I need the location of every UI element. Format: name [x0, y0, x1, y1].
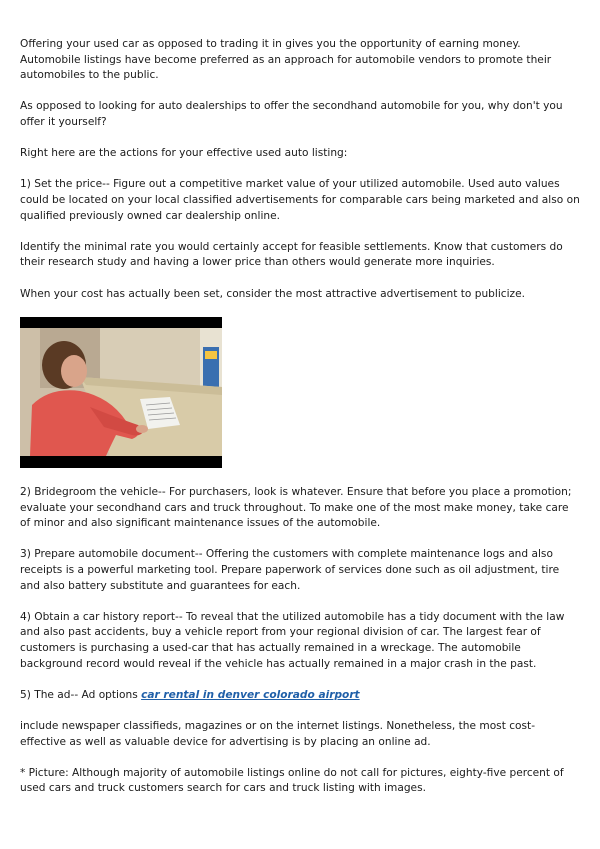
paragraph-steps-intro: Right here are the actions for your effective used auto listing:	[20, 147, 348, 160]
paragraph-advertisement: When your cost has actually been set, consider the most attractive advertisement to publicize.	[20, 287, 525, 300]
video-frame-image	[20, 317, 222, 468]
article	[20, 37, 580, 797]
paragraph-step-2: 2) Bridegroom the vehicle-- For purchasers, look is whatever. Ensure that before you place a promotion; evaluate your secondhand cars and truck throughout. To make one of the most make money, take care of minor and also significant maintenance issues of the automobile.	[20, 486, 572, 530]
paragraph-intro: Offering your used car as opposed to trading it in gives you the opportunity of earning money. Automobile listings have become preferred as an approach for automobile vendors to promote their automobiles to the public.	[20, 38, 552, 82]
paragraph-minimal-rate: Identify the minimal rate you would certainly accept for feasible settlements. Know that customers do their research study and having a lower price than others would generate more inquiries.	[20, 240, 563, 269]
step-5-prefix: 5) The ad-- Ad options	[20, 688, 142, 701]
paragraph-step-5	[20, 688, 580, 704]
paragraph-step-1: 1) Set the price-- Figure out a competitive market value of your utilized automobile. Used auto values could be located on your local classified advertisements for comparable cars being marketed and also on qualified previously owned car dealership online.	[20, 178, 580, 222]
car-rental-link[interactable]: car rental in denver colorado airport	[141, 688, 360, 701]
paragraph-ad-options: include newspaper classifieds, magazines or on the internet listings. Nonetheless, the most cost-effective as well as valuable device for advertising is by placing an online ad.	[20, 720, 536, 748]
paragraph-picture: * Picture: Although majority of automobile listings online do not call for pictures, eighty-five percent of used cars and truck customers search for cars and truck listing with images.	[20, 766, 564, 795]
video-thumbnail[interactable]	[20, 317, 222, 468]
paragraph-step-3: 3) Prepare automobile document-- Offering the customers with complete maintenance logs and also receipts is a powerful marketing tool. Prepare paperwork of services done such as oil adjustment, tire and also battery substitute and guarantees for each.	[20, 548, 560, 592]
paragraph-question: As opposed to looking for auto dealerships to offer the secondhand automobile for you, why don't you offer it yourself?	[20, 100, 563, 128]
paragraph-step-4: 4) Obtain a car history report-- To reveal that the utilized automobile has a tidy document with the law and also past accidents, buy a vehicle report from your regional division of car. The largest fear of customers is purchasing a used-car that has actually remained in a wreckage. The automobile background record would reveal if the vehicle has actually remained in a major crash in the past.	[20, 610, 565, 670]
